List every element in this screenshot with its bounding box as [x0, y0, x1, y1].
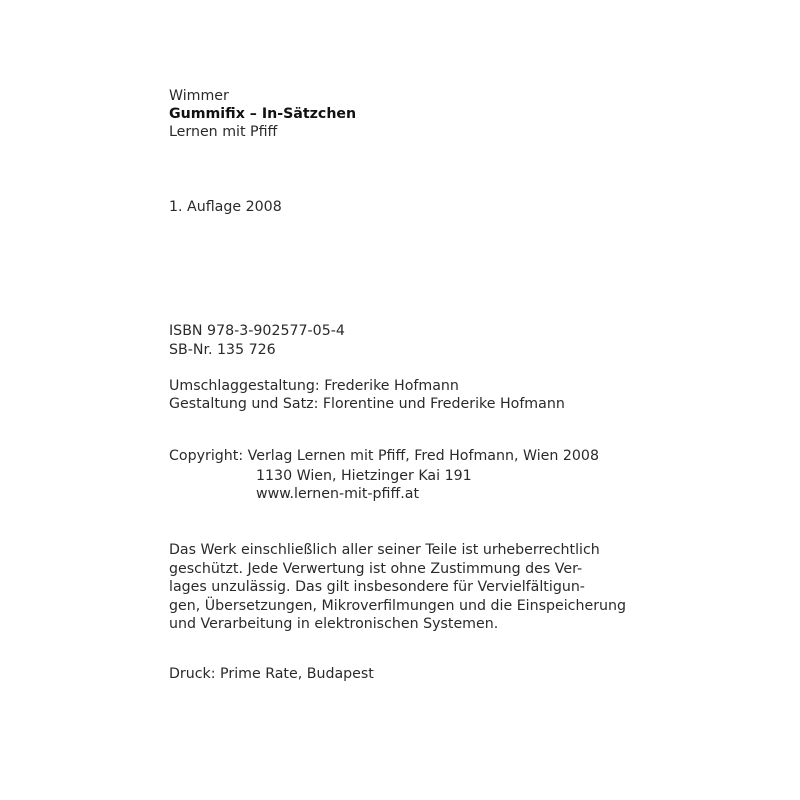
legal-line: Das Werk einschließlich aller seiner Teile ist urheberrechtlich — [169, 542, 600, 558]
cover-credit: Umschlaggestaltung: Frederike Hofmann — [169, 378, 459, 394]
legal-notice — [169, 541, 639, 634]
edition: 1. Auflage 2008 — [169, 199, 282, 215]
legal-line: gen, Übersetzungen, Mikroverfilmungen und die Einspeicherung — [169, 597, 627, 614]
layout-credit: Gestaltung und Satz: Florentine und Frederike Hofmann — [169, 396, 565, 412]
isbn: ISBN 978-3-902577-05-4 — [169, 323, 345, 339]
series-name: Lernen mit Pfiff — [169, 124, 278, 140]
legal-line: und Verarbeitung in elektronischen Systemen. — [169, 616, 499, 632]
book-title: Gummifix – In-Sätzchen — [169, 106, 357, 122]
website-link[interactable]: www.lernen-mit-pfiff.at — [256, 486, 420, 502]
printer: Druck: Prime Rate, Budapest — [169, 666, 374, 682]
legal-line: geschützt. Jede Verwertung ist ohne Zustimmung des Ver- — [169, 560, 583, 577]
author: Wimmer — [169, 88, 229, 104]
legal-line: lages unzulässig. Das gilt insbesondere für Vervielfältigun- — [169, 579, 585, 595]
sb-number: SB-Nr. 135 726 — [169, 342, 276, 358]
copyright-line: Copyright: Verlag Lernen mit Pfiff, Fred Hofmann, Wien 2008 — [169, 448, 599, 464]
address-line: 1130 Wien, Hietzinger Kai 191 — [256, 468, 472, 484]
